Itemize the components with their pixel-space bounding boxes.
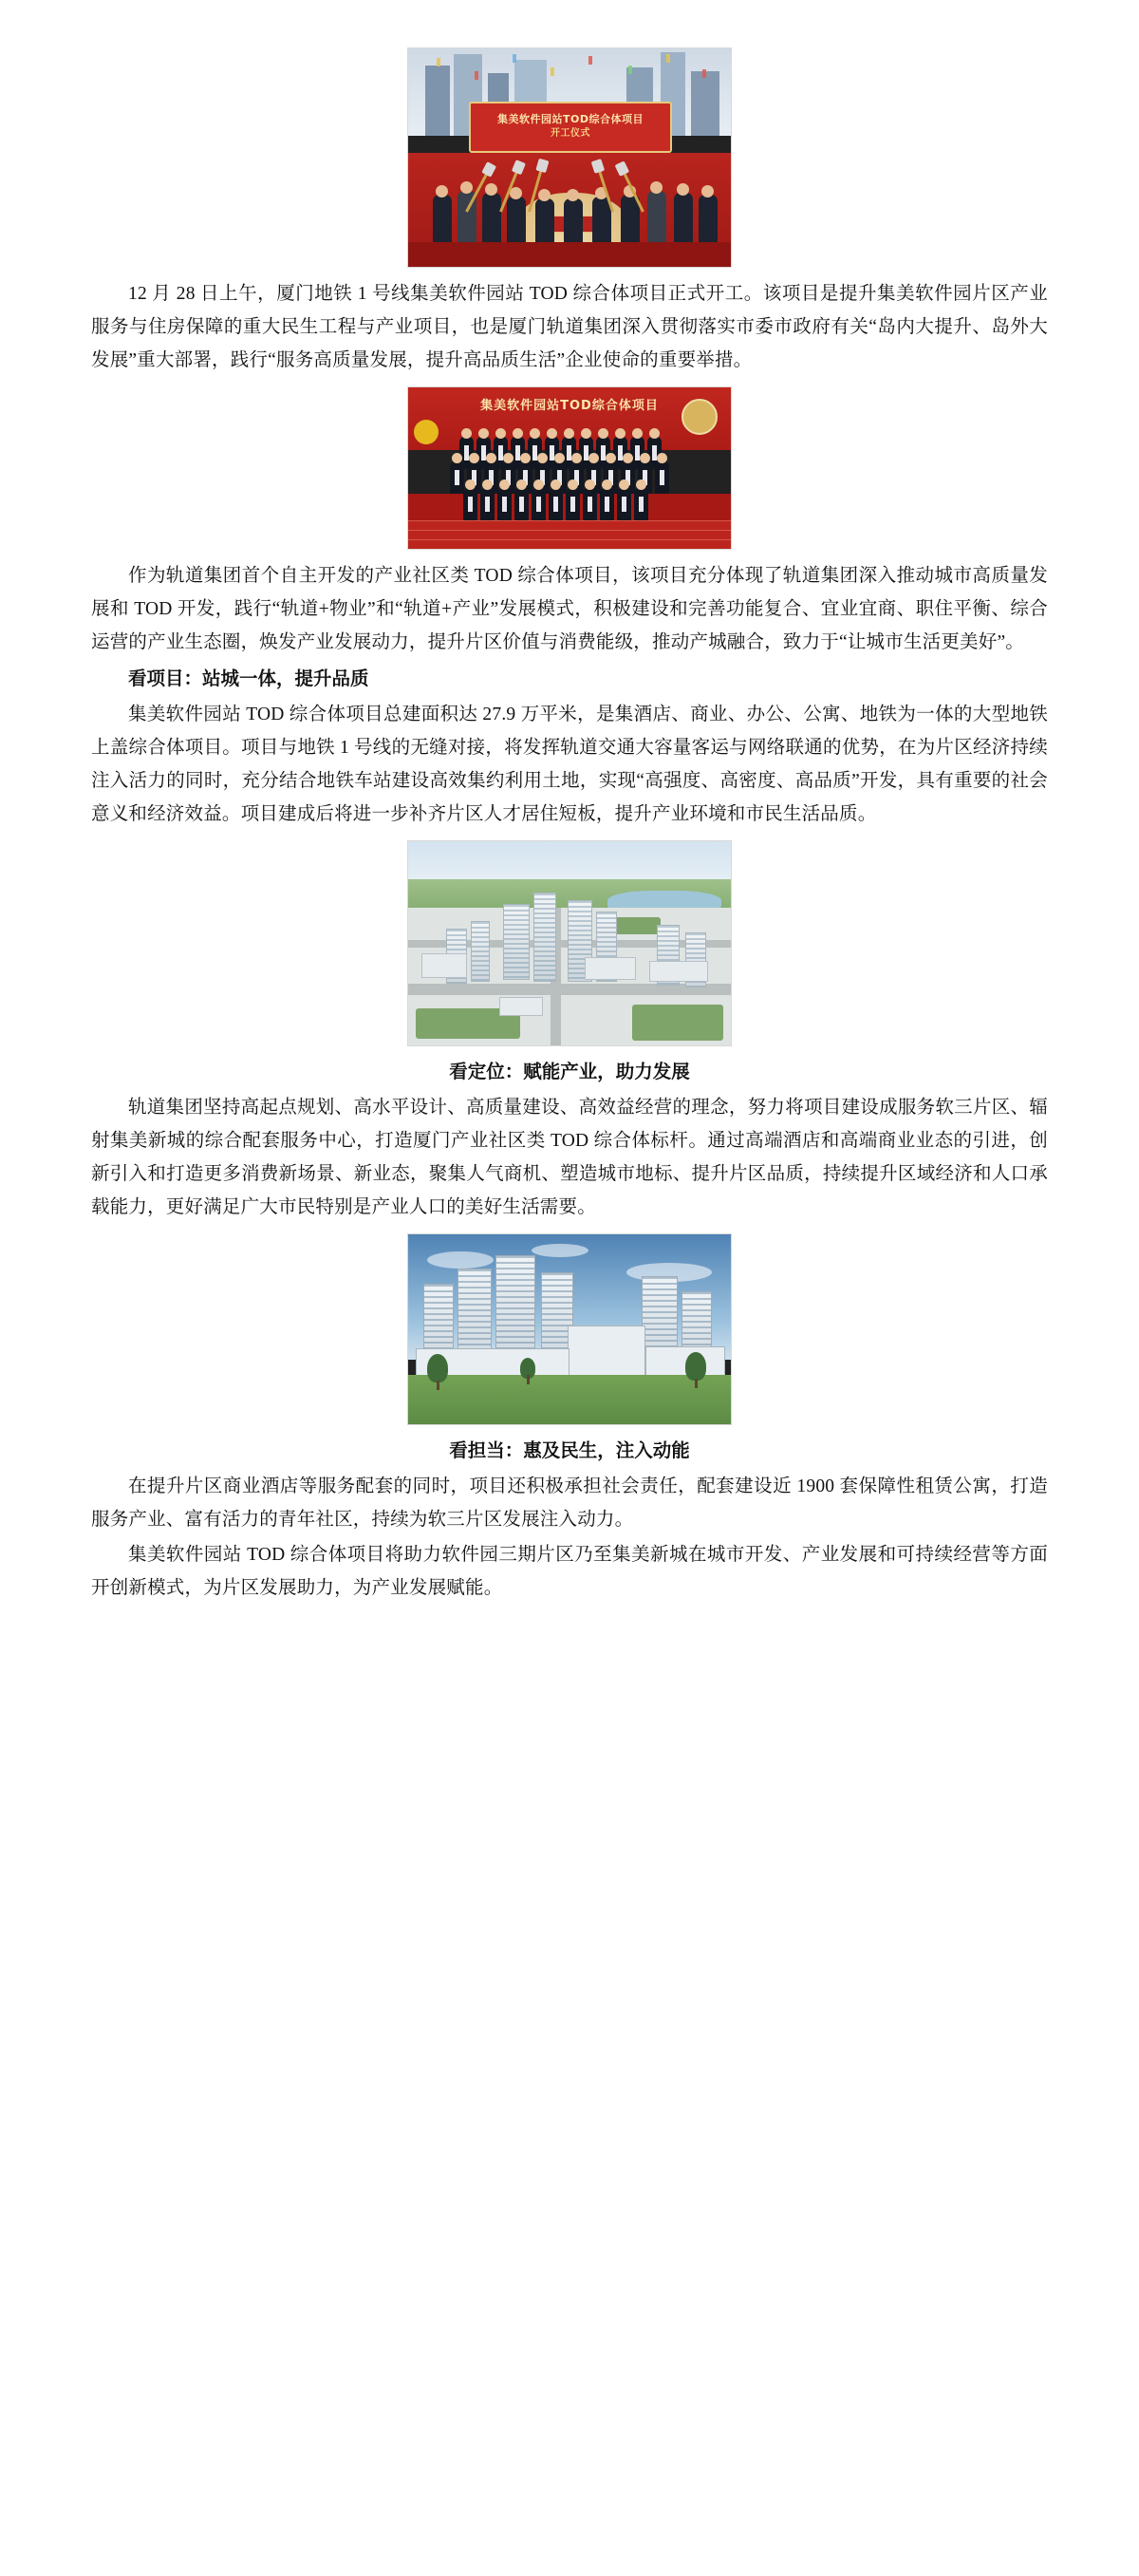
window-grid xyxy=(472,922,489,981)
tree xyxy=(427,1354,448,1382)
foreground-lawn xyxy=(408,1375,731,1424)
participant-head xyxy=(460,181,473,194)
attendee xyxy=(450,461,464,494)
figure-group-photo xyxy=(91,386,1048,550)
stair-step xyxy=(408,520,731,530)
background-building xyxy=(425,66,450,136)
confetti xyxy=(702,69,706,78)
tower-building xyxy=(471,921,490,982)
paragraph-affordable-housing: 在提升片区商业酒店等服务配套的同时，项目还积极承担社会责任，配套建设近 1900 套保障性租赁公寓，打造服务产业、富有活力的青年社区，持续为软三片区发展注入动力。 xyxy=(91,1476,1048,1530)
attendee xyxy=(463,488,477,520)
paragraph-service-center: 轨道集团坚持高起点规划、高水平设计、高质量建设、高效益经营的理念，努力将项目建设成服务软三片区、辐射集美新城的综合配套服务中心，打造厦门产业社区类 TOD 综合体标杆。通过高端酒店和高端商业业态的引进，创新引入和打造更多消费新场景、新业态，聚集人气商机、塑造城市地标、提升片区品质，持续提升区域经济和人口承载能力，更好满足广大市民特别是产业人口的美好生活需要。 xyxy=(91,1098,1048,1217)
participant-head xyxy=(485,183,497,196)
paragraph-project-details: 集美软件园站 TOD 综合体项目总建面积达 27.9 万平米，是集酒店、商业、办公、公寓、地铁为一体的大型地铁上盖综合体项目。项目与地铁 1 号线的无缝对接，将发挥轨道交通大容量客运与网络联通的优势，在为片区经济持续注入活力的同时，充分结合地铁车站建设高效集约利用土地，实现“高强度、高密度、高品质”开发，具有重要的社会意义和经济效益。项目建成后将进一步补齐片区人才居住短板，提升产业环境和市民生活品质。 xyxy=(91,705,1048,824)
main-road xyxy=(408,984,731,995)
tree-trunk xyxy=(695,1379,698,1388)
flower-arrangement xyxy=(414,420,439,444)
figure-aerial-rendering xyxy=(91,840,1048,1046)
window-grid xyxy=(504,905,529,979)
attendee xyxy=(617,488,631,520)
green-space xyxy=(632,1005,723,1041)
paragraph-positioning: 作为轨道集团首个自主开发的产业社区类 TOD 综合体项目，该项目充分体现了轨道集团深入推动城市高质量发展和 TOD 开发，践行“轨道+物业”和“轨道+产业”发展模式，积极建设和完善功能复合、宜业宜商、职住平衡、综合运营的产业生态圈，焕发产业发展动力，提升片区价值与消费能级，推动产城融合，致力于“让城市生活更美好”。 xyxy=(91,566,1048,652)
window-grid xyxy=(534,893,555,981)
attendee xyxy=(480,488,495,520)
attendee xyxy=(549,488,563,520)
figure-groundbreaking-ceremony xyxy=(91,47,1048,268)
heading-project: 看项目：站城一体，提升品质 xyxy=(128,669,369,689)
tower-building xyxy=(533,893,556,982)
decorative-seal xyxy=(682,399,718,435)
participant-head xyxy=(701,185,714,197)
participant-head xyxy=(436,185,448,197)
attendee xyxy=(655,461,669,494)
tree xyxy=(685,1352,706,1381)
confetti xyxy=(513,54,516,63)
attendee xyxy=(566,488,580,520)
tree-trunk xyxy=(437,1381,439,1390)
podium-building xyxy=(568,1326,645,1377)
ceremony-banner xyxy=(469,102,672,153)
stair-step xyxy=(408,530,731,539)
participant-head xyxy=(567,189,579,201)
cloud xyxy=(532,1244,588,1257)
low-rise-block xyxy=(585,957,636,980)
stair-step xyxy=(408,539,731,549)
low-rise-block xyxy=(649,961,708,982)
tower-building xyxy=(503,904,530,980)
participant-head xyxy=(538,189,551,201)
street-rendering-image xyxy=(407,1233,732,1425)
groundbreaking-ceremony-image xyxy=(407,47,732,268)
attendee xyxy=(497,488,512,520)
confetti xyxy=(666,54,670,63)
low-rise-block xyxy=(499,997,543,1016)
confetti xyxy=(628,66,632,74)
attendee xyxy=(634,488,648,520)
participant-head xyxy=(510,187,522,199)
attendee xyxy=(532,488,546,520)
attendee-row-front xyxy=(463,488,648,520)
figure-street-rendering xyxy=(91,1233,1048,1425)
group-photo-image xyxy=(407,386,732,550)
paragraph-intro: 12 月 28 日上午，厦门地铁 1 号线集美软件园站 TOD 综合体项目正式开工。该项目是提升集美软件园片区产业服务与住房保障的重大民生工程与产业项目，也是厦门轨道集团深入贯彻落实市委市政府有关“岛内大提升、岛外大发展”重大部署，践行“服务高质量发展，提升高品质生活”企业使命的重要举措。 xyxy=(91,284,1048,370)
tree-trunk xyxy=(527,1375,530,1384)
confetti xyxy=(437,58,440,66)
ceremony-banner-line2: 开工仪式 xyxy=(551,128,590,139)
group-photo-title: 集美软件园站TOD综合体项目 xyxy=(480,399,659,413)
cloud xyxy=(427,1251,494,1269)
attendee xyxy=(600,488,614,520)
background-building xyxy=(691,71,719,136)
low-rise-block xyxy=(421,953,467,978)
attendee xyxy=(583,488,597,520)
participant-head xyxy=(677,183,689,196)
attendee xyxy=(514,488,529,520)
confetti xyxy=(588,56,592,65)
participant-head xyxy=(650,181,663,194)
paragraph-conclusion: 集美软件园站 TOD 综合体项目将助力软件园三期片区乃至集美新城在城市开发、产业发展和可持续经营等方面开创新模式，为片区发展助力，为产业发展赋能。 xyxy=(91,1545,1048,1598)
heading-responsibility: 看担当：惠及民生，注入动能 xyxy=(449,1441,690,1461)
red-carpet xyxy=(408,242,731,267)
aerial-rendering-image xyxy=(407,840,732,1046)
confetti xyxy=(551,67,554,76)
ceremony-banner-line1: 集美软件园站TOD综合体项目 xyxy=(497,113,644,125)
heading-positioning: 看定位：赋能产业，助力发展 xyxy=(449,1062,690,1082)
confetti xyxy=(475,71,478,80)
